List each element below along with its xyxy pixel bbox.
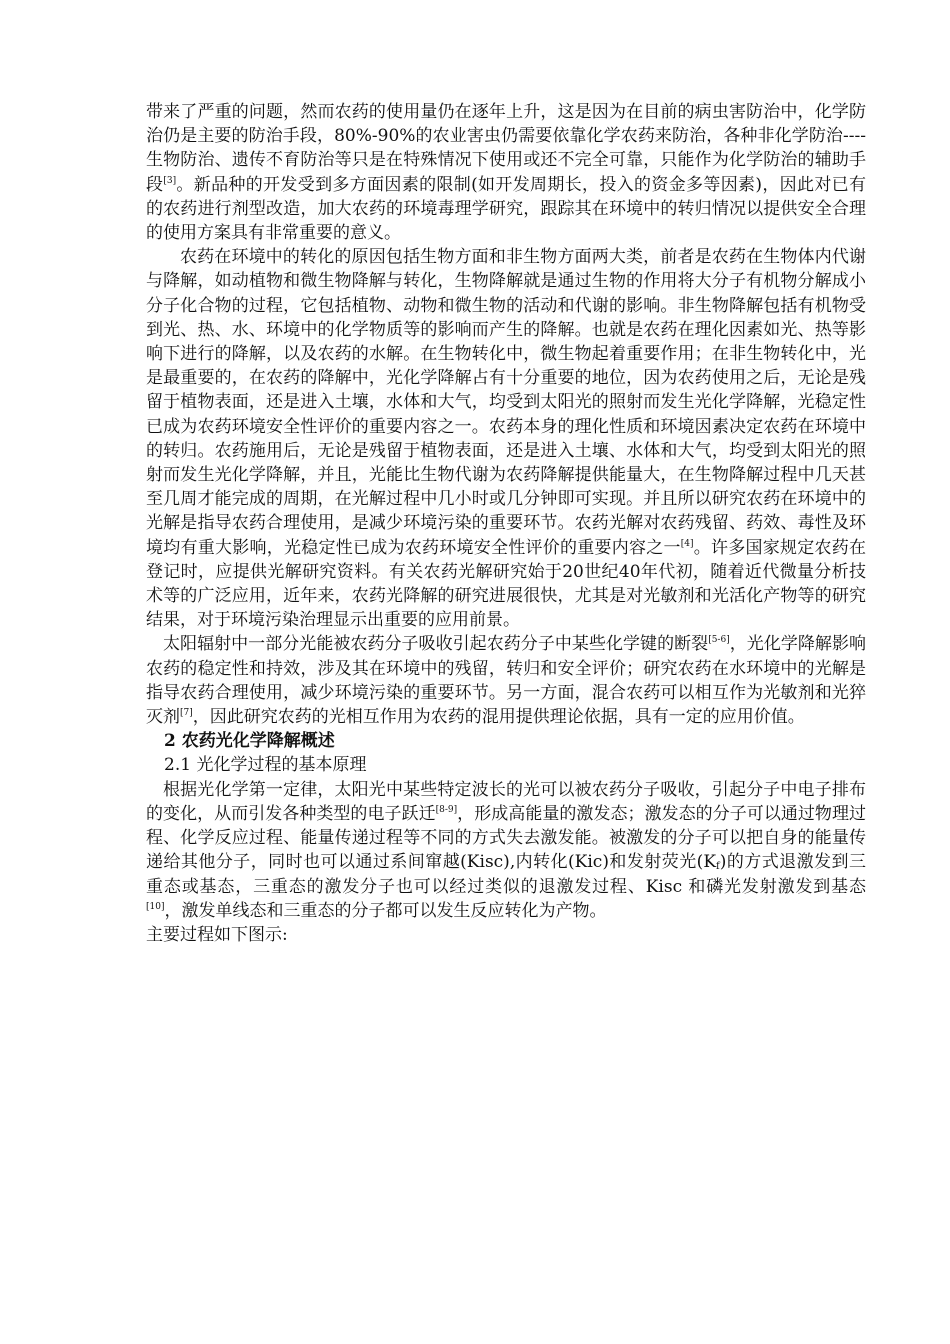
citation-5-6: [5-6] bbox=[708, 635, 730, 646]
paragraph-3-text-a: 太阳辐射中一部分光能被农药分子吸收引起农药分子中某些化学键的断裂 bbox=[163, 634, 709, 655]
section-heading-2: 2 农药光化学降解概述 bbox=[164, 731, 335, 752]
paragraph-2-text-a: 农药在环境中的转化的原因包括生物方面和非生物方面两大类，前者是农药在生物体内代谢与降解，如动植物和微生物降解与转化，生物降解就是通过生物的作用将大分子有机物分解成小分子化合物的过程，它包括植物、动物和微生物的活动和代谢的影响。非生物降解包括有机物受到光、热、水、环境中的化学物质等的影响而产生的降解。也就是农药在理化因素如光、热等影响下进行的降解，以及农药的水解。在生物转化中，微生物起着重要作用；在非生物转化中，光是最重要的，在农药的降解中，光化学降解占有十分重要的地位，因为农药使用之后，无论是残留于植物表面，还是进入土壤，水体和大气，均受到太阳光的照射而发生光化学降解，光稳定性已成为农药环境安全性评价的重要内容之一。农药本身的理化性质和环境因素决定农药在环境中的转归。农药施用后，无论是残留于植物表面，还是进入土壤、水体和大气，均受到太阳光的照射而发生光化学降解，并且，光能比生物代谢为农药降解提供能量大，在生物降解过程中几天甚至几周才能完成的周期，在光解过程中几小时或几分钟即可实现。并且所以研究农药在环境中的光解是指导农药合理使用，是减少环境污染的重要环节。农药光解对农药残留、药效、毒性及环境均有重大影响，光稳定性已成为农药环境安全性评价的重要内容之一 bbox=[146, 247, 866, 558]
citation-8-9: [8-9] bbox=[435, 804, 458, 815]
paragraph-4-text-c: )的方式退激发到三重态或基态，三重态的激发分子也可以经过类似的退激发过程、Kisc 和磷光发射激发到基态 bbox=[146, 852, 866, 897]
paragraph-1-text-b: 。新品种的开发受到多方面因素的限制(如开发周期长，投入的资金多等因素)，因此对已有的农药进行剂型改造，加大农药的环境毒理学研究，跟踪其在环境中的转归情况以提供安全合理的使用方案具有非常重要的意义。 bbox=[146, 174, 867, 244]
paragraph-3-text-b: ，光化学降解影响农药的稳定性和持效，涉及其在环境中的残留，转归和安全评价；研究农药在水环境中的光解是指导农药合理使用，减少环境污染的重要环节。另一方面，混合农药可以相互作为光敏剂和光猝灭剂 bbox=[146, 634, 866, 728]
paragraph-3-text-c: ，因此研究农药的光相互作用为农药的混用提供理论依据，具有一定的应用价值。 bbox=[192, 707, 805, 728]
paragraph-5: 主要过程如下图示: bbox=[146, 924, 288, 945]
citation-7: [7] bbox=[180, 708, 193, 719]
paragraph-1-text-a: 带来了严重的问题，然而农药的使用量仍在逐年上升，这是因为在目前的病虫害防治中，化学防治仍是主要的防治手段，80%-90%的农业害虫仍需要依靠化学农药来防治，各种非化学防治----生物防治、遗传不育防治等只是在特殊情况下使用或还不完全可靠，只能作为化学防治的辅助手段 bbox=[146, 102, 866, 195]
subscript-f: f bbox=[716, 861, 720, 873]
paragraph-2 bbox=[146, 245, 866, 632]
subsection-heading-2-1: 2.1 光化学过程的基本原理 bbox=[164, 755, 367, 776]
citation-10: [10] bbox=[146, 901, 165, 912]
paragraph-3 bbox=[146, 632, 866, 729]
paragraph-2-text-b: 。许多国家规定农药在登记时，应提供光解研究资料。有关农药光解研究始于20世纪40年代初，随着近代微量分析技术等的广泛应用，近年来，农药光降解的研究进展很快，尤其是对光敏剂和光活化产物等的研究结果，对于环境污染治理显示出重要的应用前景。 bbox=[146, 537, 866, 631]
document-body bbox=[146, 100, 866, 947]
paragraph-4-text-d: ，激发单线态和三重态的分子都可以发生反应转化为产物。 bbox=[164, 900, 607, 921]
citation-3: [3] bbox=[163, 175, 177, 186]
paragraph-1 bbox=[146, 100, 866, 245]
paragraph-4-text-b: ，形成高能量的激发态；激发态的分子可以通过物理过程、化学反应过程、能量传递过程等不同的方式失去激发能。被激发的分子可以把自身的能量传递给其他分子，同时也可以通过系间窜越(Kisc),内转化(Kic)和发射荧光(K bbox=[146, 803, 867, 873]
paragraph-4-text-a: 根据光化学第一定律，太阳光中某些特定波长的光可以被农药分子吸收，引起分子中电子排布的变化，从而引发各种类型的电子跃迁 bbox=[146, 779, 866, 824]
paragraph-4 bbox=[146, 778, 866, 923]
citation-4: [4] bbox=[680, 538, 694, 549]
